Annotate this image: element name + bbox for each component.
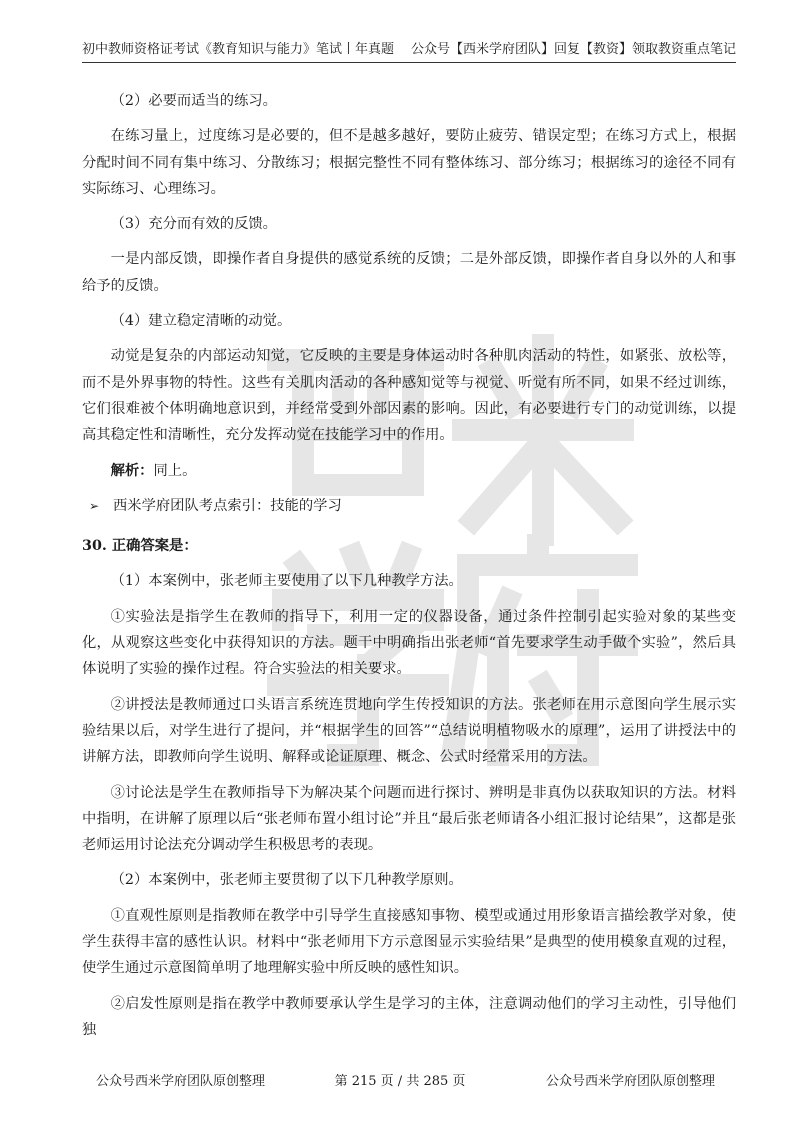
footer-right-text: 公众号西米学府团队原创整理 [546, 1074, 716, 1089]
header-right-text: 公众号【西米学府团队】回复【教资】领取教资重点笔记 [410, 42, 736, 57]
paragraph: 动觉是复杂的内部运动知觉，它反映的主要是身体运动时各种肌肉活动的特性，如紧张、放松等，而不是外界事物的特性。这些有关肌肉活动的各种感知觉等与视觉、听觉有所不同，如果不经过训练，它们很难被个体明确地意识到，并经常受到外部因素的影响。因此，有必要进行专门的动觉训练，以提高其稳定性和清晰性，充分发挥动觉在技能学习中的作用。 [82, 348, 736, 444]
analysis-label: 解析： [110, 462, 154, 479]
analysis-text: 同上。 [153, 462, 197, 479]
header-left-text: 初中教师资格证考试《教育知识与能力》笔试丨年真题 [82, 42, 395, 57]
analysis-line [82, 458, 736, 484]
paragraph: ②讲授法是教师通过口头语言系统连贯地向学生传授知识的方法。张老师在用示意图向学生展示实验结果以后，对学生进行了提问，并“根据学生的回答”“总结说明植物吸水的原理”，运用了讲授法中的讲解方法，即教师向学生说明、解释或论证原理、概念、公式时经常采用的方法。 [82, 696, 736, 766]
paragraph: 一是内部反馈，即操作者自身提供的感觉系统的反馈；二是外部反馈，即操作者自身以外的人和事给予的反馈。 [82, 251, 736, 294]
arrow-bullet-icon: ➢ [89, 498, 100, 513]
paragraph: （2）本案例中，张老师主要贯彻了以下几种教学原则。 [110, 872, 463, 889]
paragraph: （2）必要而适当的练习。 [110, 93, 277, 109]
paragraph: （1）本案例中，张老师主要使用了以下几种教学方法。 [110, 573, 463, 590]
page-number: 第 215 页 / 共 285 页 [334, 1074, 466, 1089]
paragraph: ③讨论法是学生在教师指导下为解决某个问题而进行探讨、辨明是非真伪以获取知识的方法。材料中指明，在讲解了原理以后“张老师布置小组讨论”并且“最后张老师请各小组汇报讨论结果”，这都是张老师运用讨论法充分调动学生积极思考的表现。 [82, 784, 736, 854]
page-header [82, 40, 736, 63]
paragraph: （3）充分而有效的反馈。 [110, 216, 277, 233]
paragraph: ①实验法是指学生在教师的指导下，利用一定的仪器设备，通过条件控制引起实验对象的某些变化，从观察这些变化中获得知识的方法。题干中明确指出张老师“首先要求学生动手做个实验”，然后具体说明了实验的操作过程。符合实验法的相关要求。 [82, 608, 736, 678]
document-body [82, 88, 736, 1043]
question-heading: 30. 正确答案是： [82, 538, 198, 555]
index-text: 西米学府团队考点索引：技能的学习 [113, 497, 342, 514]
paragraph: ②启发性原则是指在教学中教师要承认学生是学习的主体，注意调动他们的学习主动性，引导他们独 [82, 995, 736, 1038]
paragraph: 在练习量上，过度练习是必要的，但不是越多越好，要防止疲劳、错误定型；在练习方式上，根据分配时间不同有集中练习、分散练习；根据完整性不同有整体练习、部分练习；根据练习的途径不同有实际练习、心理练习。 [82, 128, 736, 197]
index-bullet [82, 493, 736, 519]
paragraph: （4）建立稳定清晰的动觉。 [110, 313, 292, 330]
footer-left-text: 公众号西米学府团队原创整理 [96, 1074, 266, 1089]
paragraph: ①直观性原则是指教师在教学中引导学生直接感知事物、模型或通过用形象语言描绘教学对象，使学生获得丰富的感性认识。材料中“张老师用下方示意图显示实验结果”是典型的使用模象直观的过程，使学生通过示意图简单明了地理解实验中所反映的感性知识。 [82, 907, 736, 977]
